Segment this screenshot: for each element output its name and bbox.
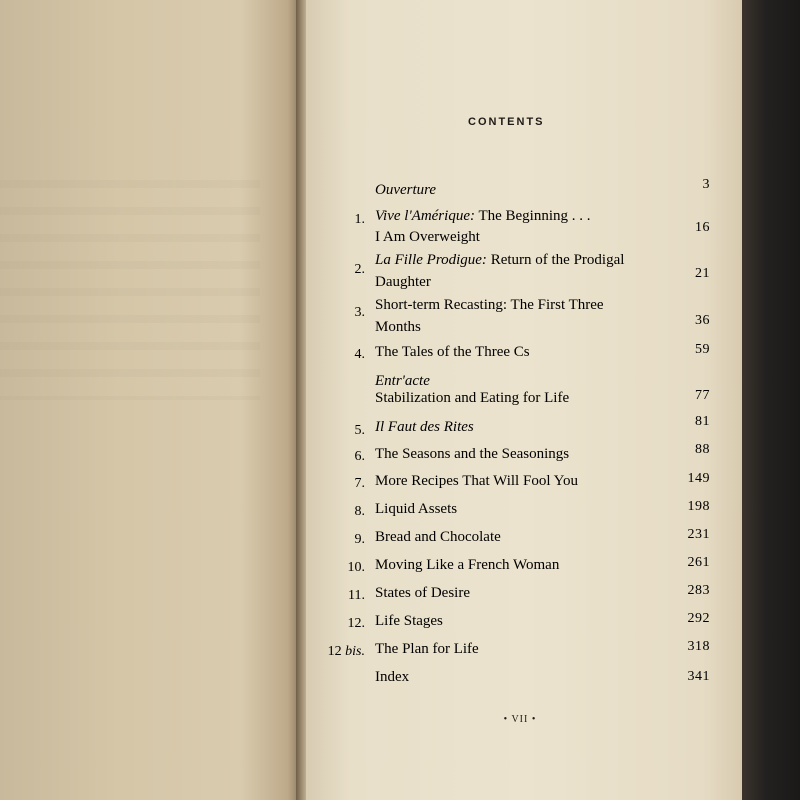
toc-page: 198 (687, 499, 710, 514)
toc-page: 292 (687, 611, 710, 626)
toc-title: The Plan for Life (375, 641, 479, 657)
toc-page: 21 (695, 266, 710, 281)
toc-title: Vive l'Amérique: The Beginning . . . (375, 208, 591, 224)
dark-background (742, 0, 800, 800)
toc-page: 318 (687, 639, 710, 654)
toc-page: 231 (687, 527, 710, 542)
toc-title: Ouverture (375, 182, 437, 198)
toc-page: 59 (695, 342, 710, 357)
toc-number: 7. (354, 476, 365, 491)
toc-number: 4. (354, 347, 365, 362)
toc-number: 1. (354, 212, 365, 227)
toc-title-line2: Daughter (375, 274, 431, 290)
toc-number: 6. (354, 449, 365, 464)
toc-number: 8. (354, 504, 365, 519)
show-through-text (0, 180, 260, 400)
toc-title: The Tales of the Three Cs (375, 344, 530, 360)
left-page (0, 0, 300, 800)
toc-title: Entr'acte (375, 373, 430, 389)
toc-title-line2: Months (375, 319, 421, 335)
toc-number: 9. (354, 532, 365, 547)
toc-title: More Recipes That Will Fool You (375, 473, 579, 489)
toc-page: 341 (687, 669, 710, 684)
toc-page: 88 (695, 442, 710, 457)
toc-title-line2: I Am Overweight (375, 229, 480, 245)
toc-page: 36 (695, 313, 710, 328)
toc-title: Liquid Assets (375, 501, 458, 517)
toc-title: Bread and Chocolate (375, 529, 501, 545)
toc-title: Il Faut des Rites (375, 419, 474, 435)
toc-number: 5. (354, 423, 365, 438)
toc-page: 81 (695, 414, 710, 429)
toc-title: Short-term Recasting: The First Three (375, 297, 604, 313)
toc-number: 12. (347, 616, 365, 631)
toc-number: 11. (348, 588, 365, 603)
toc-number: 12 bis. (327, 644, 365, 659)
page-folio: • VII • (503, 714, 537, 725)
toc-page: 149 (687, 471, 710, 486)
toc-title: La Fille Prodigue: Return of the Prodigal (375, 252, 625, 268)
toc-page: 3 (702, 177, 710, 192)
toc-page: 283 (687, 583, 710, 598)
toc-title-line2: Stabilization and Eating for Life (375, 390, 570, 406)
toc-title: Life Stages (375, 613, 443, 629)
toc-number: 10. (347, 560, 365, 575)
toc-number: 2. (354, 262, 365, 277)
toc-title: Index (375, 669, 410, 685)
toc-title: The Seasons and the Seasonings (375, 446, 570, 462)
toc-page: 261 (687, 555, 710, 570)
page-title: CONTENTS (468, 116, 545, 128)
toc-page: 16 (695, 220, 710, 235)
toc-title: States of Desire (375, 585, 470, 601)
toc-title: Moving Like a French Woman (375, 557, 560, 573)
toc-number: 3. (354, 305, 365, 320)
toc-page: 77 (695, 388, 710, 403)
